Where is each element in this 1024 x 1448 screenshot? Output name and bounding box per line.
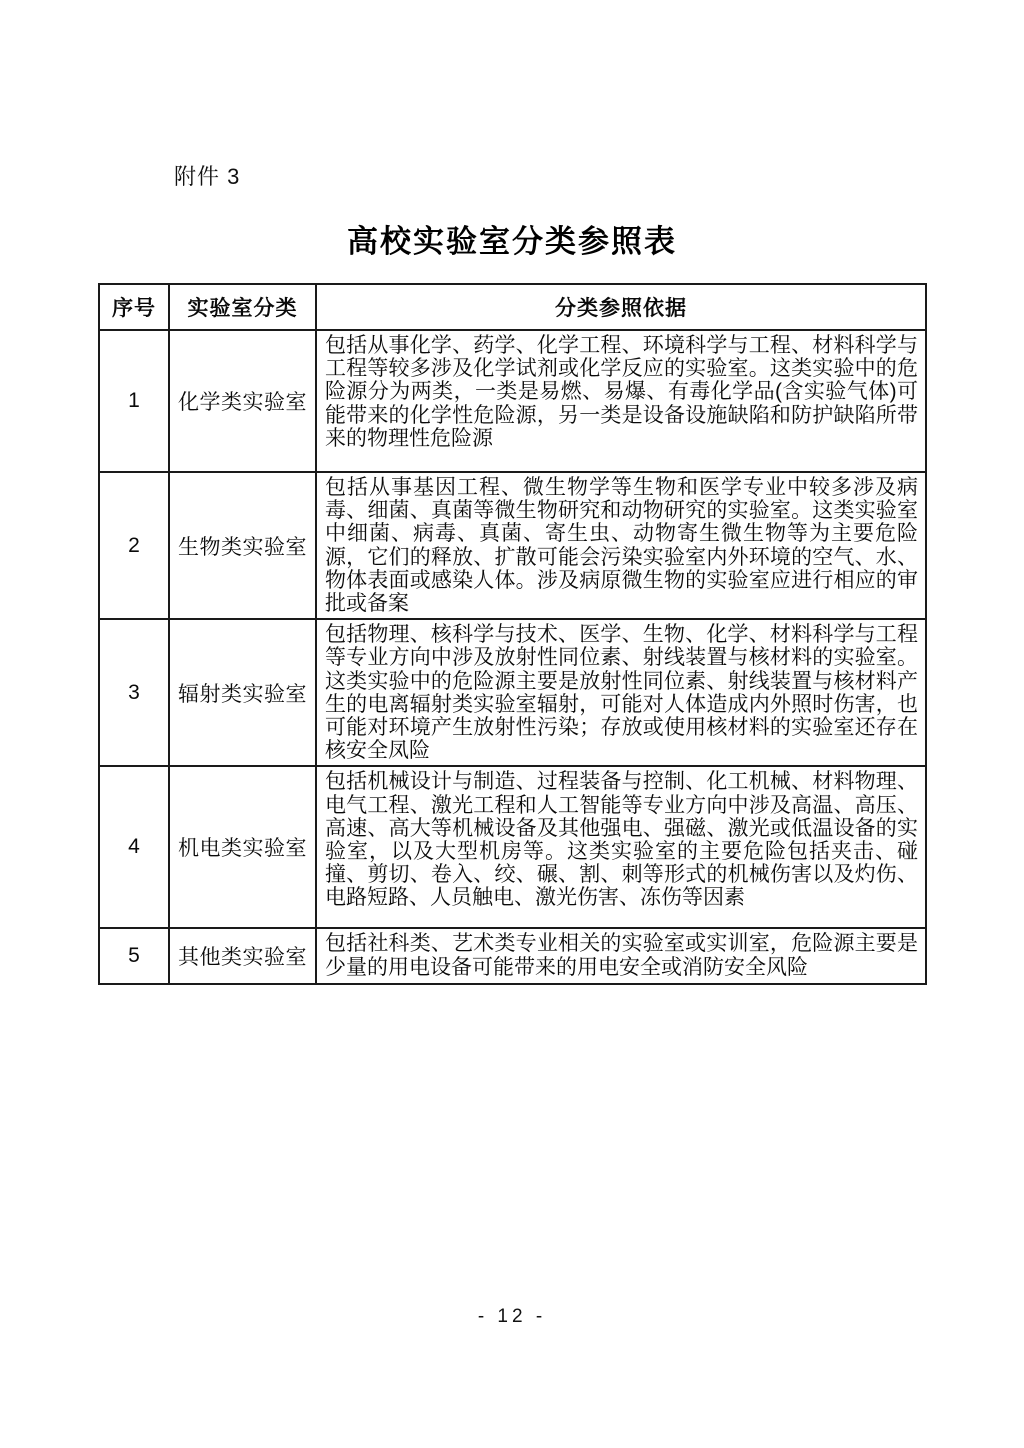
row-number: 3 [99,619,169,766]
row-category: 生物类实验室 [169,472,316,619]
row-basis: 包括社科类、艺术类专业相关的实验室或实训室，危险源主要是少量的用电设备可能带来的用电安全或消防安全风险 [316,928,926,984]
row-number: 4 [99,766,169,928]
column-header-no: 序号 [99,284,169,330]
table-row [99,472,926,619]
table-row [99,330,926,472]
page-number: - 12 - [477,1306,547,1327]
row-basis: 包括机械设计与制造、过程装备与控制、化工机械、材料物理、电气工程、激光工程和人工智能等专业方向中涉及高温、高压、高速、高大等机械设备及其他强电、强磁、激光或低温设备的实验室，以及大型机房等。这类实验室的主要危险包括夹击、碰撞、剪切、卷入、绞、碾、割、刺等形式的机械伤害以及灼伤、电路短路、人员触电、激光伤害、冻伤等因素 [316,766,926,928]
column-header-basis: 分类参照依据 [316,284,926,330]
page-title: 高校实验室分类参照表 [347,224,677,259]
table-header-row [99,284,926,330]
table-row [99,766,926,928]
classification-table [98,283,927,985]
table-row [99,928,926,984]
row-category: 化学类实验室 [169,330,316,472]
row-category: 辐射类实验室 [169,619,316,766]
row-category: 其他类实验室 [169,928,316,984]
column-header-category: 实验室分类 [169,284,316,330]
row-basis: 包括物理、核科学与技术、医学、生物、化学、材料科学与工程等专业方向中涉及放射性同位素、射线装置与核材料的实验室。这类实验中的危险源主要是放射性同位素、射线装置与核材料产生的电离辐射类实验室辐射，可能对人体造成内外照时伤害，也可能对环境产生放射性污染；存放或使用核材料的实验室还存在核安全凤险 [316,619,926,766]
row-category: 机电类实验室 [169,766,316,928]
table-row [99,619,926,766]
row-basis: 包括从事基因工程、微生物学等生物和医学专业中较多涉及病毒、细菌、真菌等微生物研究和动物研究的实验室。这类实验室中细菌、病毒、真菌、寄生虫、动物寄生微生物等为主要危险源，它们的释放、扩散可能会污染实验室内外环境的空气、水、物体表面或感染人体。涉及病原微生物的实验室应进行相应的审批或备案 [316,472,926,619]
row-number: 1 [99,330,169,472]
row-number: 5 [99,928,169,984]
row-basis: 包括从事化学、药学、化学工程、环境科学与工程、材料科学与工程等较多涉及化学试剂或化学反应的实验室。这类实验中的危险源分为两类，一类是易燃、易爆、有毒化学品(含实验气体)可能带来的化学性危险源，另一类是设备设施缺陷和防护缺陷所带来的物理性危险源 [316,330,926,472]
row-number: 2 [99,472,169,619]
attachment-label: 附件 3 [174,164,241,189]
